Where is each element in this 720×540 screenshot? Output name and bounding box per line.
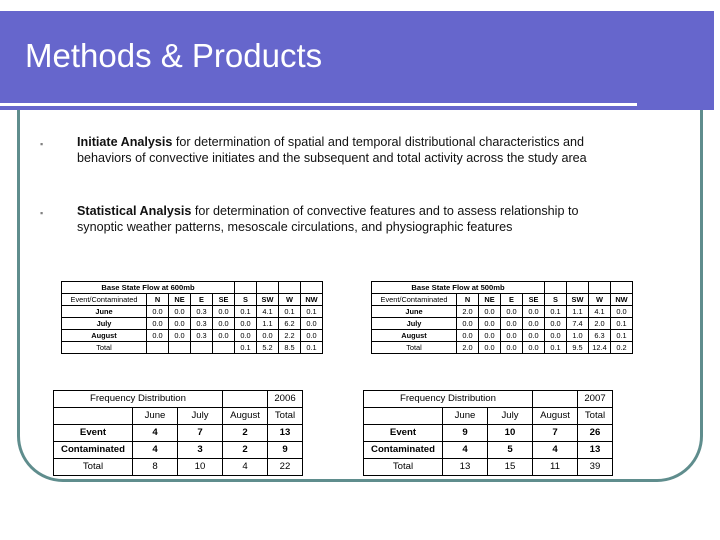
table-cell-value: 4 [133,425,178,442]
table-cell-value: 0.1 [235,306,257,318]
table-cell-value: 13 [443,459,488,476]
row-label: Event [54,425,133,442]
column-header: S [545,294,567,306]
table-cell-total: 9 [268,442,303,459]
table-row [372,342,633,354]
data-table [61,281,323,354]
table-cell-value: 0.0 [501,342,523,354]
table-cell-value: 4 [443,442,488,459]
table-title-filler-cell [257,282,279,294]
column-header: NW [301,294,323,306]
table-row [62,306,323,318]
table-title: Base State Flow at 600mb [62,282,235,294]
table-cell-value: 0.3 [191,306,213,318]
table-cell-value: 12.4 [589,342,611,354]
table-title-filler-cell [589,282,611,294]
table-cell-value: 0.0 [479,342,501,354]
table-cell-value: 0.0 [213,306,235,318]
row-label: Total [62,342,147,354]
table-cell-value: 1.1 [567,306,589,318]
column-header: N [147,294,169,306]
row-label: August [62,330,147,342]
column-header-row-label: Event/Contaminated [372,294,457,306]
table-cell-value [213,342,235,354]
table-cell-value: 2.0 [589,318,611,330]
table-cell-value: 2 [223,442,268,459]
table-cell-value: 4.1 [257,306,279,318]
column-header: E [501,294,523,306]
bullet-lead-label: Statistical Analysis [77,204,192,218]
table-cell-value: 8.5 [279,342,301,354]
table-title: Frequency Distribution [54,391,223,408]
column-header: W [589,294,611,306]
table-cell-value: 0.0 [523,318,545,330]
table-cell-value: 5 [488,442,533,459]
page-title: Methods & Products [25,37,323,74]
table-year-label: 2006 [268,391,303,408]
table-cell-value: 4 [533,442,578,459]
table-cell-value: 0.0 [457,318,479,330]
table-cell-value: 0.1 [301,306,323,318]
table-title-filler-cell [279,282,301,294]
row-label: July [372,318,457,330]
table-frequency-distribution-2007 [363,390,613,476]
table-cell-value: 4.1 [589,306,611,318]
table-row [372,306,633,318]
table-cell-value [147,342,169,354]
table-cell-value: 0.0 [611,306,633,318]
column-header-row-label [54,408,133,425]
table-title-filler-cell [545,282,567,294]
table-cell-value: 0.0 [501,318,523,330]
table-year-label: 2007 [578,391,613,408]
column-header: SE [213,294,235,306]
table-cell-value: 0.0 [213,318,235,330]
table-header-row [62,294,323,306]
table-cell-value: 10 [178,459,223,476]
table-title-filler-cell [235,282,257,294]
column-header: SW [567,294,589,306]
table-cell-value: 0.1 [611,318,633,330]
table-cell-total: 13 [578,442,613,459]
table-row [364,425,613,442]
table-cell-value: 2.0 [457,342,479,354]
row-label: July [62,318,147,330]
table-cell-value: 0.0 [147,330,169,342]
data-table [53,390,303,476]
table-title: Frequency Distribution [364,391,533,408]
table-cell-value: 0.0 [479,330,501,342]
table-cell-value: 0.0 [213,330,235,342]
column-header: June [443,408,488,425]
table-cell-value: 0.0 [501,306,523,318]
table-cell-total: 26 [578,425,613,442]
column-header-total: Total [578,408,613,425]
table-row [54,425,303,442]
table-cell-value: 0.1 [235,342,257,354]
table-cell-value: 0.0 [257,330,279,342]
table-cell-value: 0.1 [545,306,567,318]
table-cell-total: 22 [268,459,303,476]
row-label: Contaminated [54,442,133,459]
table-cell-value: 0.0 [523,342,545,354]
table-cell-value: 0.0 [523,306,545,318]
bullet-rest-text: for determination of convective features and to assess relationship to synoptic weather patterns, mesoscale circulations, and physiographic features [77,204,579,235]
column-header: NE [479,294,501,306]
table-cell-value: 1.1 [257,318,279,330]
table-cell-value: 4 [223,459,268,476]
row-label: June [62,306,147,318]
column-header: S [235,294,257,306]
table-cell-value: 4 [133,442,178,459]
row-label: Contaminated [364,442,443,459]
column-header: August [533,408,578,425]
table-cell-value: 1.0 [567,330,589,342]
table-cell-value: 9 [443,425,488,442]
table-header-row [372,294,633,306]
table-row [372,330,633,342]
table-cell-value: 10 [488,425,533,442]
table-cell-value: 0.0 [457,330,479,342]
column-header: SE [523,294,545,306]
table-title-row [372,282,633,294]
table-cell-value: 0.0 [545,318,567,330]
table-cell-value: 0.1 [611,330,633,342]
table-cell-value [169,342,191,354]
table-row [62,318,323,330]
table-row [62,342,323,354]
table-title-filler-cell [533,391,578,408]
table-cell-value: 2 [223,425,268,442]
table-cell-value: 0.0 [501,330,523,342]
table-title-row [62,282,323,294]
table-cell-value: 0.1 [279,306,301,318]
table-cell-value: 2.2 [279,330,301,342]
table-cell-value: 0.0 [147,318,169,330]
table-cell-value: 9.5 [567,342,589,354]
table-frequency-distribution-2006 [53,390,303,476]
table-cell-value: 7 [178,425,223,442]
table-cell-value: 0.1 [545,342,567,354]
title-underline-rule [0,103,637,106]
table-cell-value: 0.3 [191,318,213,330]
table-cell-value: 0.0 [235,318,257,330]
table-title-filler-cell [301,282,323,294]
table-title-row [364,391,613,408]
row-label: Total [372,342,457,354]
bullet-marker-icon: ▪ [40,139,44,149]
table-row [364,459,613,476]
table-cell-value: 2.0 [457,306,479,318]
table-cell-value: 0.0 [169,306,191,318]
table-cell-value: 6.3 [589,330,611,342]
table-title-row [54,391,303,408]
table-cell-value: 0.0 [301,330,323,342]
table-cell-value: 0.0 [235,330,257,342]
table-row [364,442,613,459]
column-header: NE [169,294,191,306]
table-cell-total: 13 [268,425,303,442]
row-label: Total [364,459,443,476]
table-title: Base State Flow at 500mb [372,282,545,294]
table-header-row [364,408,613,425]
column-header: August [223,408,268,425]
data-table [371,281,633,354]
table-row [62,330,323,342]
table-cell-value: 0.0 [545,330,567,342]
column-header: SW [257,294,279,306]
table-cell-value: 0.0 [147,306,169,318]
row-label: August [372,330,457,342]
table-cell-value: 0.0 [169,318,191,330]
table-cell-value: 7 [533,425,578,442]
column-header: June [133,408,178,425]
table-cell-value: 6.2 [279,318,301,330]
column-header: N [457,294,479,306]
bullet-lead-label: Initiate Analysis [77,135,173,149]
table-title-filler-cell [611,282,633,294]
column-header: W [279,294,301,306]
table-cell-value: 0.2 [611,342,633,354]
column-header-row-label [364,408,443,425]
table-cell-value: 5.2 [257,342,279,354]
table-cell-value: 0.0 [479,306,501,318]
table-base-state-flow-600mb [61,281,323,354]
table-row [54,459,303,476]
table-title-filler-cell [567,282,589,294]
table-cell-value: 11 [533,459,578,476]
table-cell-value: 0.0 [169,330,191,342]
column-header: NW [611,294,633,306]
column-header: E [191,294,213,306]
table-cell-total: 39 [578,459,613,476]
table-cell-value: 0.0 [301,318,323,330]
table-header-row [54,408,303,425]
table-cell-value: 0.1 [301,342,323,354]
bullet-rest-text: for determination of spatial and temporal distributional characteristics and behaviors of convective initiates and the subsequent and total activity across the study area [77,135,587,166]
table-title-filler-cell [223,391,268,408]
column-header: July [488,408,533,425]
column-header-row-label: Event/Contaminated [62,294,147,306]
column-header-total: Total [268,408,303,425]
row-label: Total [54,459,133,476]
table-cell-value: 8 [133,459,178,476]
table-base-state-flow-500mb [371,281,633,354]
table-cell-value: 7.4 [567,318,589,330]
row-label: Event [364,425,443,442]
title-banner [0,11,714,110]
bullet-marker-icon: ▪ [40,208,44,218]
table-cell-value: 0.3 [191,330,213,342]
table-row [372,318,633,330]
table-cell-value: 3 [178,442,223,459]
table-cell-value: 0.0 [479,318,501,330]
row-label: June [372,306,457,318]
table-cell-value [191,342,213,354]
data-table [363,390,613,476]
table-cell-value: 15 [488,459,533,476]
table-cell-value: 0.0 [523,330,545,342]
column-header: July [178,408,223,425]
table-row [54,442,303,459]
